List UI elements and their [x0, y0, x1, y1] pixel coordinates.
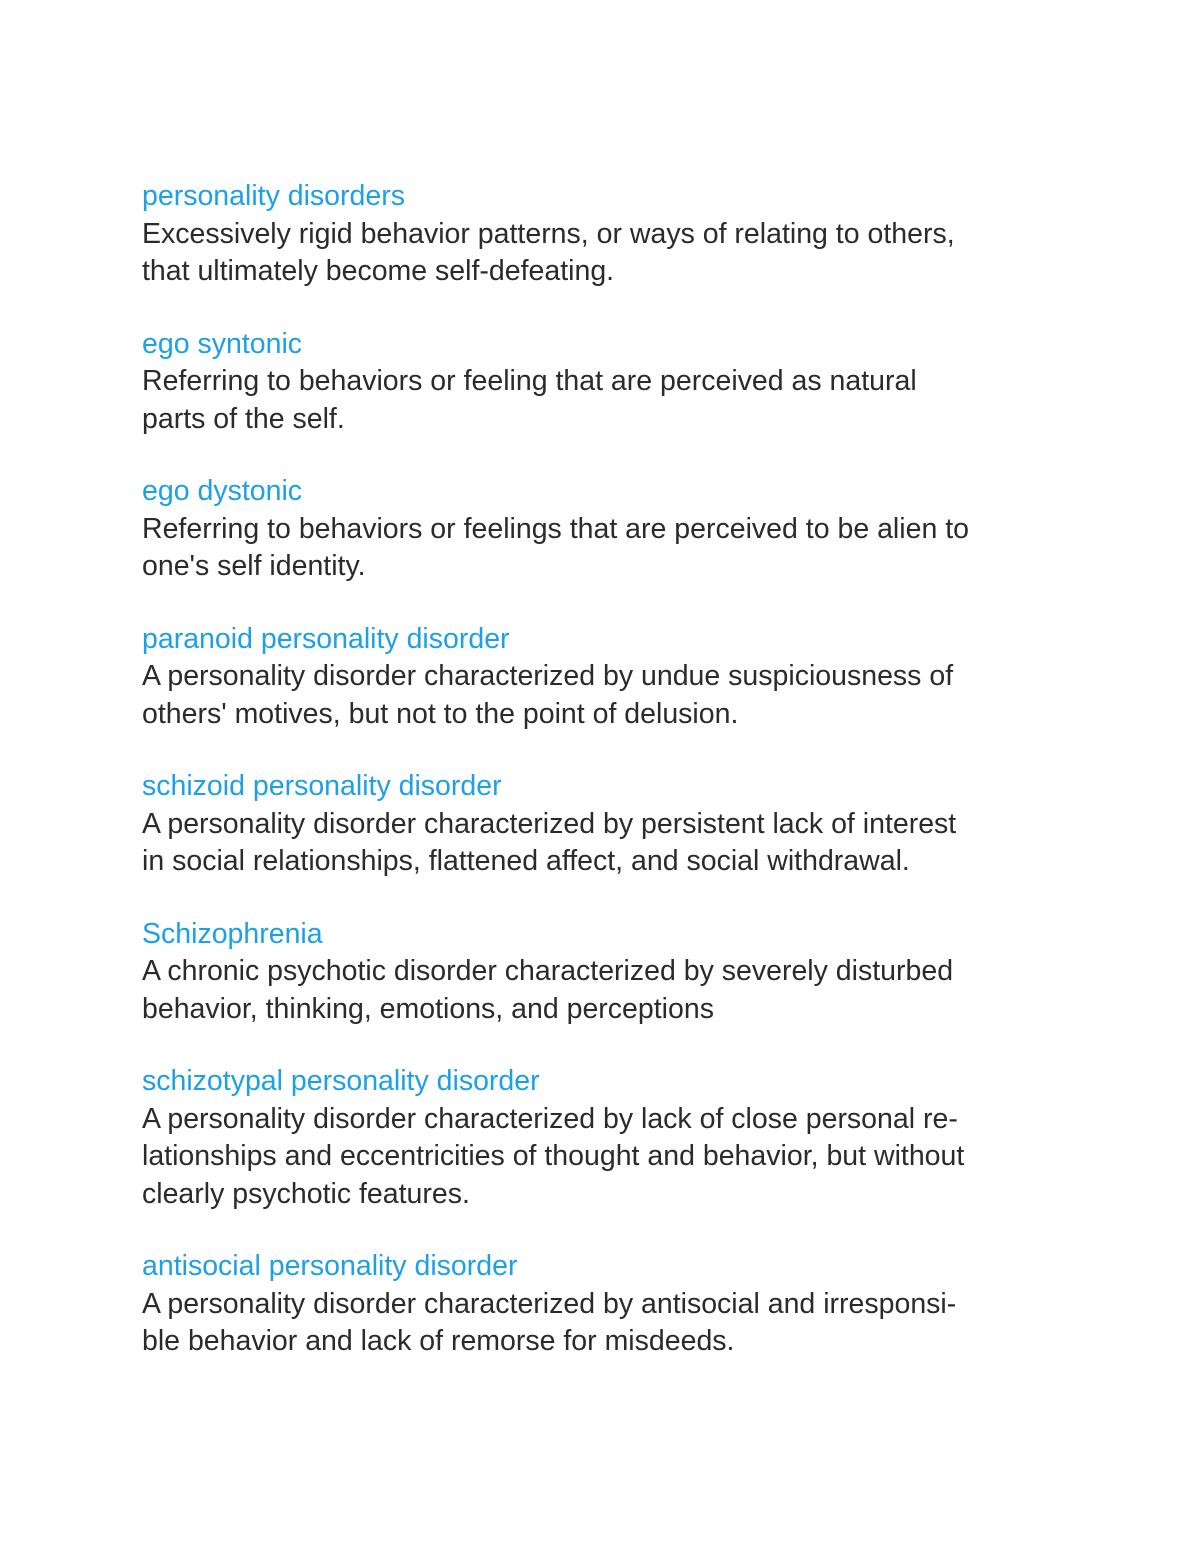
- flashcard-document: [142, 178, 1072, 1396]
- term: ego syntonic: [142, 327, 303, 360]
- entry-personality-disorders: [142, 178, 1072, 291]
- definition-line: behavior, thinking, emotions, and perceptions: [142, 992, 714, 1025]
- definition-line: in social relationships, flattened affect, and social withdrawal.: [142, 845, 910, 877]
- definition-line: A personality disorder characterized by lack of close personal re-: [142, 1102, 958, 1135]
- definition-line: one's self identity.: [142, 550, 366, 582]
- entry-schizophrenia: [142, 916, 1072, 1029]
- entry-ego-syntonic: [142, 326, 1072, 439]
- definition-line: clearly psychotic features.: [142, 1177, 470, 1210]
- definition: [142, 511, 1072, 586]
- definition-line: Excessively rigid behavior patterns, or ways of relating to others,: [142, 217, 955, 250]
- entry-antisocial-personality-disorder: [142, 1248, 1072, 1361]
- entry-paranoid-personality-disorder: [142, 621, 1072, 734]
- definition-line: A personality disorder characterized by undue suspiciousness of: [142, 660, 954, 692]
- definition-line: A personality disorder characterized by persistent lack of interest: [142, 807, 957, 840]
- definition: [142, 806, 1072, 881]
- definition-line: others' motives, but not to the point of delusion.: [142, 697, 739, 730]
- definition-line: A personality disorder characterized by antisocial and irresponsi-: [142, 1287, 957, 1320]
- definition-line: A chronic psychotic disorder characterized by severely disturbed: [142, 955, 954, 987]
- definition-line: Referring to behaviors or feelings that are perceived to be alien to: [142, 512, 969, 545]
- definition: [142, 658, 1072, 733]
- term: antisocial personality disorder: [142, 1250, 518, 1282]
- term: schizotypal personality disorder: [142, 1065, 540, 1097]
- entry-schizoid-personality-disorder: [142, 768, 1072, 881]
- definition: [142, 1286, 1072, 1361]
- term: paranoid personality disorder: [142, 622, 510, 655]
- definition: [142, 216, 1072, 291]
- definition: [142, 363, 1072, 438]
- definition-line: that ultimately become self-defeating.: [142, 255, 615, 287]
- term: personality disorders: [142, 180, 405, 212]
- term: Schizophrenia: [142, 917, 323, 950]
- entry-ego-dystonic: [142, 473, 1072, 586]
- term: schizoid personality disorder: [142, 770, 502, 802]
- definition-line: Referring to behaviors or feeling that are perceived as natural: [142, 365, 917, 397]
- definition-line: parts of the self.: [142, 402, 345, 435]
- definition-line: ble behavior and lack of remorse for misdeeds.: [142, 1325, 735, 1357]
- definition-line: lationships and eccentricities of thought and behavior, but without: [142, 1140, 965, 1172]
- entry-schizotypal-personality-disorder: [142, 1063, 1072, 1213]
- term: ego dystonic: [142, 475, 303, 507]
- definition: [142, 1101, 1072, 1214]
- definition: [142, 953, 1072, 1028]
